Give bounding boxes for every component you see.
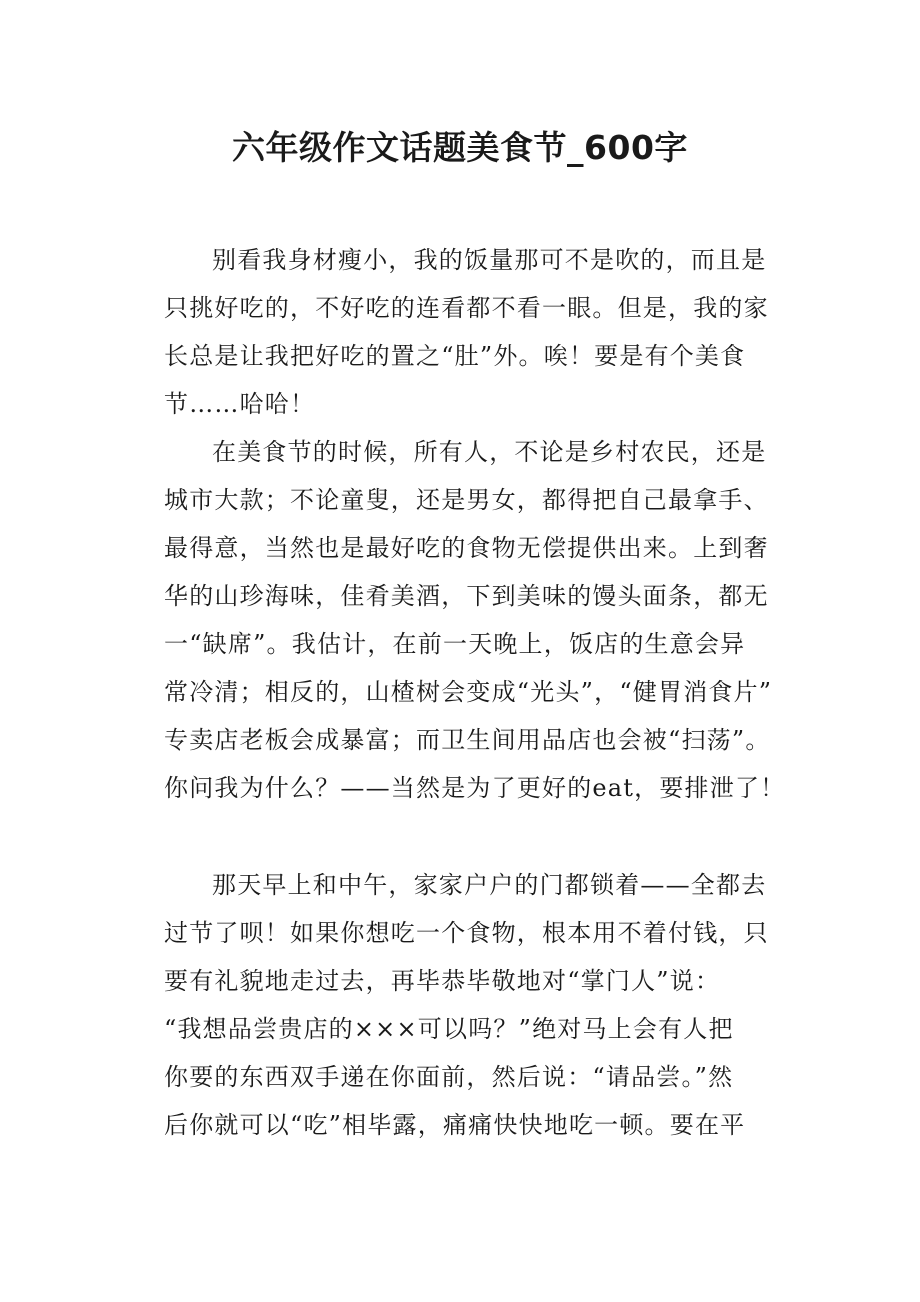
paragraph-1-line-4: 节……哈哈！ [164, 390, 316, 418]
paragraph-3-line-4: “我想品尝贵店的×××可以吗？”绝对马上会有人把 [164, 1015, 734, 1043]
paragraph-3-line-6: 后你就可以“吃”相毕露，痛痛快快地吃一顿。要在平 [164, 1111, 746, 1139]
document-title: 六年级作文话题美食节_600字 [232, 128, 688, 167]
paragraph-1-line-1: 别看我身材瘦小，我的饭量那可不是吹的，而且是 [212, 246, 767, 274]
paragraph-1-line-2: 只挑好吃的，不好吃的连看都不看一眼。但是，我的家 [164, 294, 769, 322]
paragraph-3-line-1: 那天早上和中午，家家户户的门都锁着——全都去 [212, 871, 767, 899]
paragraph-2-line-6: 常冷清；相反的，山楂树会变成“光头”，“健胃消食片” [164, 678, 773, 706]
paragraph-2-line-4: 华的山珍海味，佳肴美酒，下到美味的馒头面条，都无 [164, 582, 769, 610]
paragraph-2-line-8: 你问我为什么？——当然是为了更好的eat，要排泄了！ [164, 774, 786, 802]
paragraph-2-line-5: 一“缺席”。我估计，在前一天晚上，饭店的生意会异 [164, 630, 746, 658]
paragraph-2-line-7: 专卖店老板会成暴富；而卫生间用品店也会被“扫荡”。 [164, 726, 771, 754]
paragraph-3-line-3: 要有礼貌地走过去，再毕恭毕敬地对“掌门人”说： [164, 967, 721, 995]
paragraph-1-line-3: 长总是让我把好吃的置之“肚”外。唉！要是有个美食 [164, 342, 746, 370]
paragraph-2-line-2: 城市大款；不论童叟，还是男女，都得把自己最拿手、 [164, 486, 769, 514]
paragraph-3-line-2: 过节了呗！如果你想吃一个食物，根本用不着付钱，只 [164, 919, 769, 947]
paragraph-2-line-3: 最得意，当然也是最好吃的食物无偿提供出来。上到奢 [164, 534, 769, 562]
paragraph-2-line-1: 在美食节的时候，所有人，不论是乡村农民，还是 [212, 438, 767, 466]
paragraph-3-line-5: 你要的东西双手递在你面前，然后说：“请品尝。”然 [164, 1063, 734, 1091]
